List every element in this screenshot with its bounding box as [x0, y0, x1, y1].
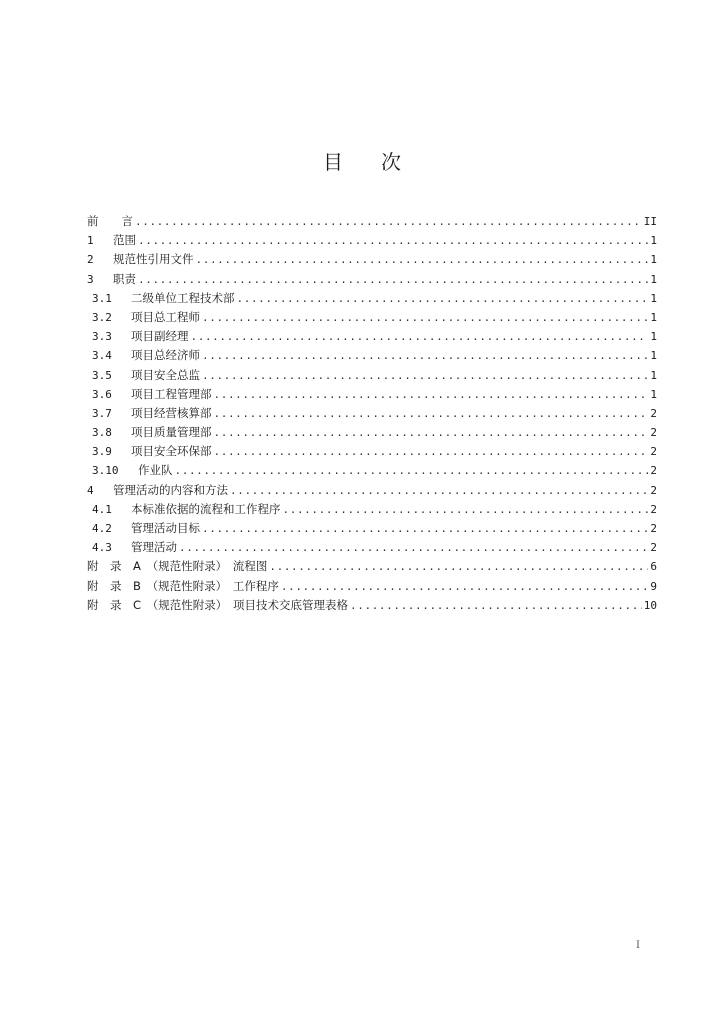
leader-dots — [214, 423, 649, 442]
toc-entry-label: 职责 — [113, 271, 136, 286]
leader-dots — [202, 308, 648, 327]
toc-entry-appendix-c[interactable] — [87, 596, 657, 615]
toc-page-number: 1 — [650, 291, 657, 305]
footer-page-number: I — [636, 940, 640, 951]
toc-page-number: 2 — [650, 426, 657, 440]
toc-page-number: 1 — [650, 368, 657, 382]
toc-entry-number: 3.7 — [92, 406, 112, 420]
leader-dots — [202, 519, 648, 538]
toc-entry-number: 3 — [87, 272, 94, 286]
toc-title-char-2: 次 — [381, 150, 401, 174]
leader-dots — [179, 538, 648, 557]
toc-entry-4-1[interactable] — [87, 500, 657, 519]
toc-entry-label: 项目工程管理部 — [131, 386, 212, 401]
leader-dots — [138, 270, 648, 289]
toc-entry-label: 附 录 A （规范性附录） 流程图 — [87, 559, 268, 574]
toc-entry-2[interactable] — [87, 250, 657, 269]
toc-entry-3-4[interactable] — [87, 346, 657, 365]
toc-entry-number: 3.4 — [92, 349, 112, 363]
toc-page-number: 1 — [650, 253, 657, 267]
toc-entry-number: 3.3 — [92, 330, 112, 344]
toc-entry-3-3[interactable] — [87, 327, 657, 346]
toc-entry-label: 规范性引用文件 — [113, 252, 194, 267]
toc-entry-label: 附 录 C （规范性附录） 项目技术交底管理表格 — [87, 597, 349, 612]
leader-dots — [281, 577, 648, 596]
toc-entry-4[interactable] — [87, 481, 657, 500]
leader-dots — [175, 461, 649, 480]
toc-page-number: 2 — [650, 541, 657, 555]
toc-entry-3-5[interactable] — [87, 366, 657, 385]
toc-entry-label: 项目质量管理部 — [131, 425, 212, 440]
toc-page-number: 2 — [650, 406, 657, 420]
toc-entry-3-6[interactable] — [87, 385, 657, 404]
toc-entry-label: 项目副经理 — [131, 329, 189, 344]
toc-entry-3-2[interactable] — [87, 308, 657, 327]
toc-page-number: 2 — [650, 502, 657, 516]
toc-entry-label: 管理活动目标 — [131, 521, 200, 535]
leader-dots — [283, 500, 649, 519]
leader-dots — [350, 596, 642, 615]
toc-entry-3-8[interactable] — [87, 423, 657, 442]
toc-entry-1[interactable] — [87, 231, 657, 250]
toc-entry-number: 1 — [87, 234, 94, 248]
toc-entry-label: 项目安全总监 — [131, 367, 200, 382]
toc-page-number: 9 — [650, 579, 657, 593]
toc-entry-number: 3.2 — [92, 310, 112, 324]
leader-dots — [230, 481, 648, 500]
toc-entry-number: 3.8 — [92, 426, 112, 440]
toc-entry-number: 4 — [87, 483, 94, 497]
leader-dots — [269, 557, 648, 576]
toc-entry-label: 项目经营核算部 — [131, 405, 212, 420]
toc-entry-3[interactable] — [87, 270, 657, 289]
toc-page-number: 1 — [650, 310, 657, 324]
toc-page-number: 1 — [650, 349, 657, 363]
toc-entry-3-7[interactable] — [87, 404, 657, 423]
toc-page-number: II — [643, 215, 657, 228]
toc-entry-number: 3.9 — [92, 445, 112, 459]
toc-entry-label: 附 录 B （规范性附录） 工作程序 — [87, 578, 279, 593]
toc-page-number: 10 — [643, 598, 657, 612]
toc-entry-appendix-b[interactable] — [87, 577, 657, 596]
toc-entry-label: 管理活动的内容和方法 — [113, 482, 228, 497]
toc-entry-number: 4.1 — [92, 502, 112, 516]
toc-entry-label: 项目安全环保部 — [131, 444, 212, 459]
toc-page-number: 1 — [650, 234, 657, 248]
toc-entry-4-3[interactable] — [87, 538, 657, 557]
toc-entry-number: 4.3 — [92, 541, 112, 555]
toc-entry-number: 2 — [87, 253, 94, 267]
toc-page-number: 2 — [650, 483, 657, 497]
leader-dots — [202, 346, 648, 365]
toc-entry-number: 3.6 — [92, 387, 112, 401]
toc-entry-appendix-a[interactable] — [87, 557, 657, 576]
toc-entry-label: 项目总工程师 — [131, 309, 200, 324]
toc-entry-4-2[interactable] — [87, 519, 657, 538]
table-of-contents — [87, 212, 657, 615]
leader-dots — [214, 404, 649, 423]
leader-dots — [202, 366, 648, 385]
toc-entry-number: 3.10 — [92, 464, 119, 478]
toc-entry-label: 范围 — [113, 233, 136, 248]
toc-entry-number: 3.5 — [92, 368, 112, 382]
leader-dots — [196, 250, 649, 269]
toc-entry-3-9[interactable] — [87, 442, 657, 461]
leader-dots — [214, 385, 649, 404]
toc-entry-label: 前 言 — [87, 214, 133, 228]
leader-dots — [138, 231, 648, 250]
leader-dots — [214, 442, 649, 461]
toc-entry-label: 本标准依据的流程和工作程序 — [131, 501, 281, 516]
leader-dots — [237, 289, 649, 308]
toc-entry-label: 管理活动 — [131, 540, 177, 555]
toc-entry-number: 3.1 — [92, 291, 112, 305]
toc-entry-label: 二级单位工程技术部 — [131, 290, 235, 305]
toc-page-number: 1 — [650, 387, 657, 401]
toc-title-char-1: 目 — [323, 150, 343, 174]
toc-entry-label: 作业队 — [138, 463, 173, 478]
toc-title — [0, 146, 724, 175]
toc-page-number: 1 — [650, 330, 657, 344]
toc-entry-3-10[interactable] — [87, 461, 657, 480]
toc-page-number: 1 — [650, 272, 657, 286]
toc-entry-number: 4.2 — [92, 522, 112, 535]
toc-entry-label: 项目总经济师 — [131, 348, 200, 363]
toc-page-number: 6 — [650, 560, 657, 574]
toc-page-number: 2 — [650, 445, 657, 459]
leader-dots — [191, 327, 649, 346]
toc-entry-3-1[interactable] — [87, 289, 657, 308]
toc-page-number: 2 — [650, 522, 657, 535]
leader-dots — [135, 212, 642, 231]
toc-entry-foreword[interactable] — [87, 212, 657, 231]
toc-page-number: 2 — [650, 464, 657, 478]
